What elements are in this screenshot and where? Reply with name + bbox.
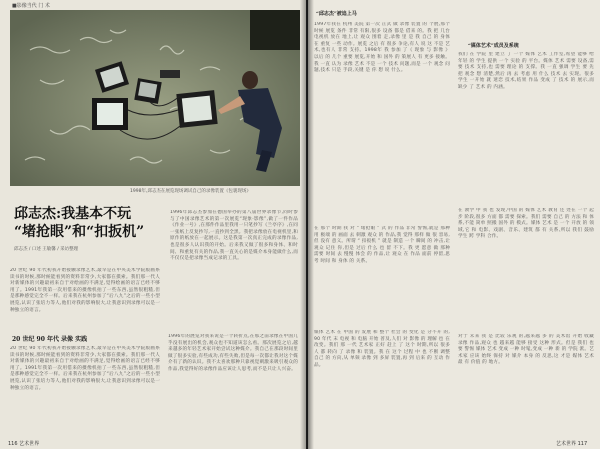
photo-caption: 1998年,邱志杰在展览现场调试自己的录像装置《包裹现场》 (130, 189, 251, 194)
column-bottom-left: 20 世纪 90 年代初我开始接触录像艺术,最早是在中央美术学院版画系读书的时候,那时候能看到的资料非常少,大家都在摸索。我们那一代人对新媒体的兴趣最初来自于对绘画的不满足,觉得绘画的语言已经不够用了。1991年我第一次用借来的摄像机拍了一些东西,虽然很粗糙,但是那种感觉完全不一样。后来我在杭州参加了“后八九”之后的一些小型展览,认识了张培力等人,他们对我的影响很大,让我意识到录像可以是一种独立的语言。 (10, 346, 160, 391)
page-number-left: 116 艺术世界 (8, 441, 40, 447)
right-column-2b: 在 教学 中 我 也 发现,中国 的 媒体 艺术 教育 还 处在 一个 起步 阶段,很多 方面 都 需要 探索。我们 需要 自己 的 方法 和 体系,不能 简单 照搬 国外 的 模式。媒体 艺术 是 一个 开放 的 领域,它 和 电影、戏剧、音乐、建筑 都 有 关系,所以 我们 鼓励 学生 跨 学科 合作。 (458, 208, 594, 240)
right-column-2c: 对于 未来 我 是 比较 乐观 的,越来越 多 的 美术馆 开始 收藏 录像 作品,观众 也 越来越 能够 接受 这种 形式。但是 我们 也 要 警惕 媒体 艺术 变成 一种 时髦,变成 一种 新 的 学院 派。艺术家 应该 始终 保持 对 媒介 本身 的 反思,这 才是 媒体 艺术 最 有 价值 的 地方。 (458, 334, 594, 366)
page-number-right: 艺术世界 117 (556, 441, 588, 447)
page-gutter (300, 0, 314, 449)
column-bottom-right: 1996年的展览对我来说是一个转折点,在那之前录像在中国几乎没有展出的机会,观众也不知道该怎么看。那次展览之后,越来越多的年轻艺术家开始尝试这种媒介。我自己在那段时间里做了很多实验,有些成功,有些失败,但是每一次都让我对这个媒介有了新的认识。我不太喜欢那种只靠视觉刺激来吸引观众的作品,我觉得好的录像作品应该让人思考,而不是只让人兴奋。 (168, 334, 298, 372)
column-top-right: 1996年邱志杰参加在德国举办的第八届世界录像节,同时参与了中国录像艺术的第一次展览“现象·影像”,做了一件作品《作业一号》,在那件作品里我用一只笔抄写《兰亭序》,在同一张纸上反复抄写,一直抄到全黑。我把录像放在电视机里,和原作的纸放在一起展示。这是我第一次真正完成的录像作品,也是很多人认识我的开始。后来我又做了很多和身体、和时间、和重复有关的作品,我一直关心的是媒介本身能做什么,而不仅仅是把录像当成记录的工具。 (170, 210, 298, 262)
running-head: ■影像当代 门 术 (12, 3, 50, 9)
photo-illustration (10, 10, 300, 186)
running-head-left: “邱志杰”被追上马 (316, 11, 357, 17)
right-column-2: 我们 在 学院 里 建立 了 一个 媒体 艺术 工作室,希望 能够 给 年轻 的 学生 提供 一个 实验 的 平台。媒体 艺术 需要 设备,需要 技术 支持,也 需要 理论 的 支撑。我 一直 强调 学生 要 先 把 观念 想 清楚,然后 再 去 考虑 用 什么 技术 去 实现。很多 学生 一开始 就 迷恋 技术,结果 作品 变成 了 技术 的 展示,而 缺少 了 艺术 的 内涵。 (458, 52, 594, 90)
right-page (308, 0, 600, 449)
title-line-2: “堵抢眼”和“扣扳机” (14, 224, 145, 240)
byline: 邱志杰 / 口述 王敏馨 / 采访整理 (14, 247, 79, 252)
artist-photo (10, 10, 300, 186)
section-heading: 20 世纪 90 年代 录像 实践 (12, 336, 88, 343)
title-line-1: 邱志杰:我基本不玩 (14, 206, 132, 222)
section-heading-right: “媒体艺术”成员及系统 (468, 43, 519, 49)
article-title (14, 205, 144, 241)
right-column-1c: 媒体 艺术 在 中国 的 发展 和 整个 社会 的 变化 是 分不开 的,90 年代 末 电视 和 电脑 开始 普及,人们 对 影像 的 理解 也 在 改变。我们 那 一代 艺术家 正好 赶上 了 这个 时期,所以 很多 人 都 转向 了 录像 和 装置。我 在 这个 过程 中 也 不断 调整 自己 的 方向,从 单频 录像 到 多屏 装置,再 到 后来 的 互动 作品。 (314, 330, 450, 368)
right-column-1b: 在 那个 时期 我 对 “ 堵抢眼 ” 式 的 作品 非常 警惕,就是 那种 用 极端 的 画面 去 刺激 观众 的 作品,我 觉得 那样 做 很 容易,但 没有 意义。所谓 “ 扣扳机 ” 就是 制造 一个 瞬间 的 冲击,让 观众 记住 你,但是 过后 什么 也 留 不下。我 更 愿意 做 那种 需要 时间 去 慢慢 体会 的 作品,让 观众 在 作品 面前 停留,思考 时间 和 身体 的 关系。 (314, 226, 450, 264)
column-intro: 20 世纪 90 年代初我开始接触录像艺术,最早是在中央美术学院版画系读书的时候,那时候能看到的资料非常少,大家都在摸索。我们那一代人对新媒体的兴趣最初来自于对绘画的不满足,觉得绘画的语言已经不够用了。1991年我第一次用借来的摄像机拍了一些东西,虽然很粗糙,但是那种感觉完全不一样。后来我在杭州参加了“后八九”之后的一些小型展览,认识了张培力等人,他们对我的影响很大,让我意识到录像可以是一种独立的语言。 (10, 268, 160, 313)
right-column-1: 1997年我在 杭州 美院 第一次 正式 做 录像 装置 的 个展,那个 时候 展览 条件 非常 有限,很多 设备 都是 借来 的。我 把 几台 电视机 放在 地上,让 观众 围着 走,录像 里 是 我 自己 的 身体 在 重复 一些 动作。展览 之后 有 很多 争论,有人 说 这 不是 艺术,也有人 非常 支持。1998年 我 参加 了《 现象 与 影像 》 以后 的 几个 重要 展览,开始 和 国外 的 策展人 有 更多 接触。我 一直 认为 录像 艺术 不是 一个 技术 问题,而是 一个 观念 问题,技术 只是 手段,关键 是 你 想 说 什么。 (314, 22, 450, 74)
